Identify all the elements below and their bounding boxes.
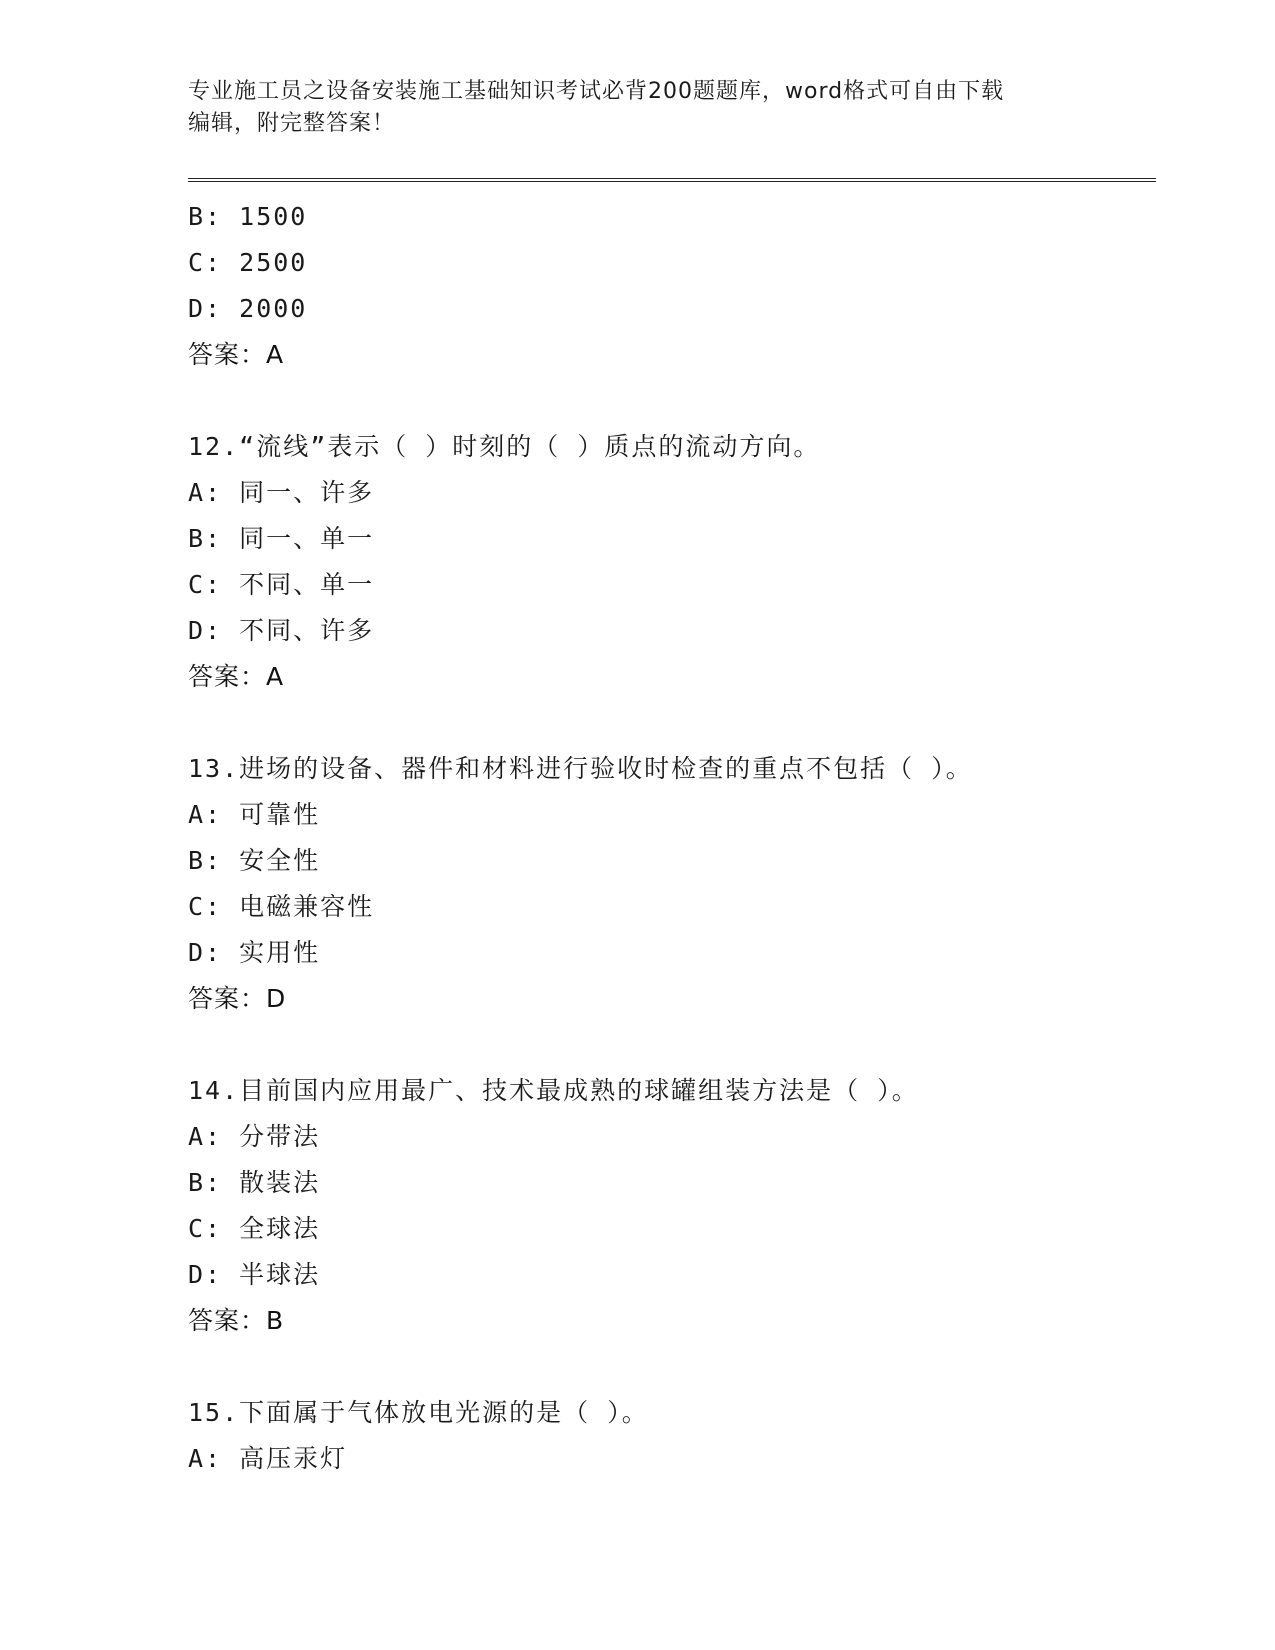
option-b: B: 1500	[188, 202, 308, 231]
spacer	[188, 700, 1148, 746]
question-stem: 15.下面属于气体放电光源的是（ ）。	[188, 1398, 649, 1427]
option-c: C: 全球法	[188, 1214, 321, 1243]
option-c: C: 2500	[188, 248, 308, 277]
question-stem: 14.目前国内应用最广、技术最成熟的球罐组装方法是（ ）。	[188, 1076, 919, 1105]
answer-line: 答案：A	[188, 340, 285, 369]
option-a: A: 同一、许多	[188, 478, 375, 507]
option-d: D: 半球法	[188, 1260, 321, 1289]
option-a: A: 分带法	[188, 1122, 321, 1151]
header-title-line-2: 编辑，附完整答案！	[188, 111, 396, 136]
header-divider	[188, 178, 1156, 182]
option-c: C: 电磁兼容性	[188, 892, 375, 921]
question-stem: 13.进场的设备、器件和材料进行验收时检查的重点不包括（ ）。	[188, 754, 973, 783]
option-a: A: 可靠性	[188, 800, 321, 829]
header-title-line-1: 专业施工员之设备安装施工基础知识考试必背200题题库，word格式可自由下载	[188, 79, 1005, 104]
option-b: B: 同一、单一	[188, 524, 375, 553]
question-list	[188, 194, 1148, 1482]
option-d: D: 2000	[188, 294, 308, 323]
answer-line: 答案：D	[188, 984, 287, 1013]
option-b: B: 散装法	[188, 1168, 321, 1197]
question-stem: 12.“流线”表示（ ）时刻的（ ）质点的流动方向。	[188, 432, 821, 461]
answer-line: 答案：A	[188, 662, 285, 691]
option-d: D: 不同、许多	[188, 616, 375, 645]
document-header	[188, 76, 1068, 140]
spacer	[188, 1022, 1148, 1068]
option-a: A: 高压汞灯	[188, 1444, 348, 1473]
option-d: D: 实用性	[188, 938, 321, 967]
answer-line: 答案：B	[188, 1306, 285, 1335]
spacer	[188, 1344, 1148, 1390]
option-b: B: 安全性	[188, 846, 321, 875]
option-c: C: 不同、单一	[188, 570, 375, 599]
spacer	[188, 378, 1148, 424]
